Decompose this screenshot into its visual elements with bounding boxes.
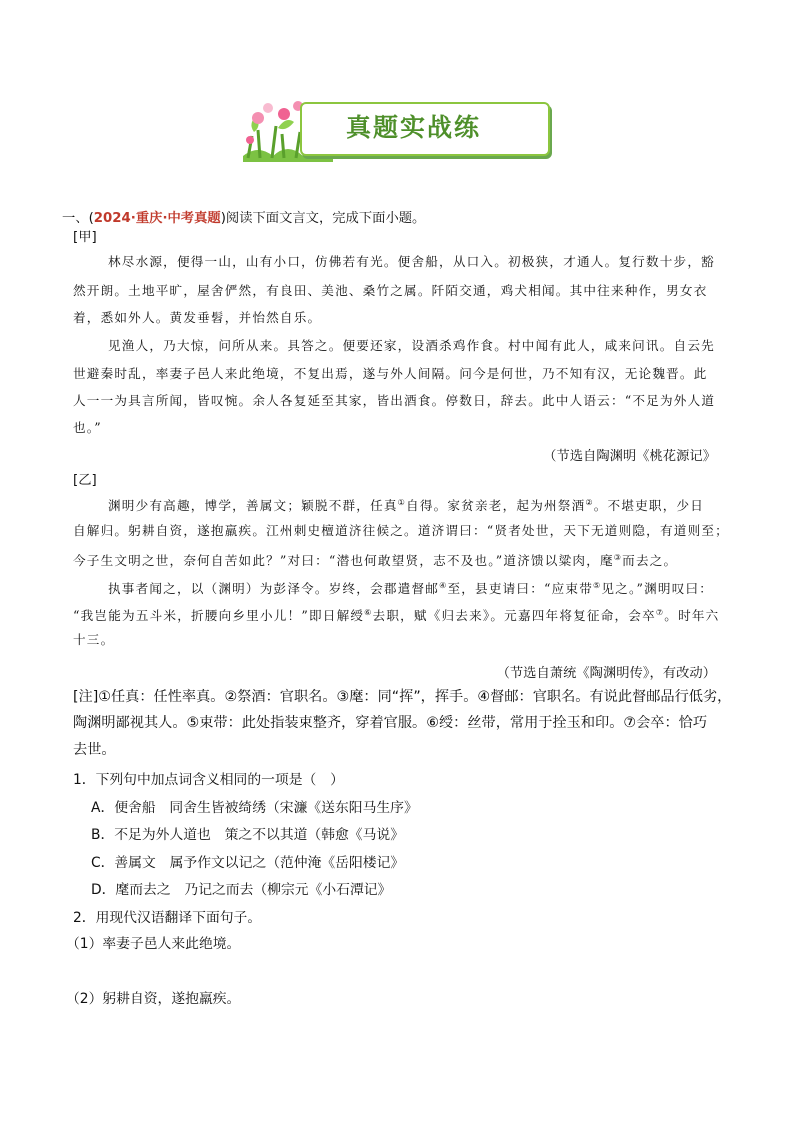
question-2-stem: 2．用现代汉语翻译下面句子。: [73, 910, 262, 926]
question-1-stem: 1．下列句中加点词含义相同的一项是（ ）: [73, 772, 344, 788]
passage-line: 然开朗。土地平旷，屋舍俨然，有良田、美池、桑竹之属。阡陌交通，鸡犬相闻。其中往来种作，男女衣: [73, 283, 708, 298]
option-c[interactable]: C．善属文 属予作文以记之（范仲淹《岳阳楼记》: [91, 855, 405, 871]
passage-line: 执事者闻之，以（渊明）为彭泽令。岁终，会郡遣督邮④至，县吏请曰：“应束带⑤见之。”渊明叹曰：: [108, 581, 714, 597]
passage-line: 林尽水源，便得一山，山有小口，仿佛若有光。便舍船，从口入。初极狭，才通人。复行数十步，豁: [108, 254, 715, 269]
passage-jia-label: [甲]: [73, 230, 97, 245]
passage-line: 着，悉如外人。黄发垂髫，并怡然自乐。: [73, 310, 322, 325]
passage-line: 也。”: [73, 420, 102, 435]
annotation-line: 陶渊明鄙视其人。⑤束带：此处指装束整齐，穿着官服。⑥绶：丝带，常用于拴玉和印。⑦会卒：恰巧: [73, 715, 708, 731]
banner-title: 真题实战练: [346, 113, 482, 142]
passage-line: 十三。: [73, 632, 115, 647]
passage-line: 人一一为具言所闻，皆叹惋。余人各复延至其家，皆出酒食。停数日，辞去。此中人语云：“不足为外人道: [73, 393, 716, 408]
passage-line: 自解归。躬耕自资，遂抱羸疾。江州刺史檀道济往候之。道济谓曰：“贤者处世，天下无道则隐，有道则至；: [73, 523, 729, 538]
passage-line: “我岂能为五斗米，折腰向乡里小儿！”即日解绶⑥去职，赋《归去来》。元嘉四年将复征命，会卒⑦。时年六: [73, 608, 720, 624]
option-b[interactable]: B．不足为外人道也 策之不以其道（韩愈《马说》: [91, 827, 404, 843]
passage-jia-source: （节选自陶渊明《桃花源记》: [543, 449, 716, 464]
question-2-sentence-2: （2）躬耕自资，遂抱羸疾。: [66, 991, 241, 1007]
option-a[interactable]: A．便舍船 同舍生皆被绮绣（宋濂《送东阳马生序》: [91, 800, 418, 816]
passage-line: 见渔人，乃大惊，问所从来。具答之。便要还家，设酒杀鸡作食。村中闻有此人，咸来问讯。自云先: [108, 338, 715, 353]
annotation-line: 去世。: [73, 742, 116, 758]
question-2-sentence-1: （1）率妻子邑人来此绝境。: [66, 936, 241, 952]
passage-yi-label: [乙]: [73, 473, 97, 488]
section-banner: [238, 96, 550, 162]
passage-line: 渊明少有高趣，博学，善属文；颖脱不群，任真①自得。家贫亲老，起为州祭酒②。不堪吏职，少日: [108, 498, 705, 514]
exam-source: 2024·重庆·中考真题: [93, 211, 221, 226]
passage-line: 今子生文明之世，奈何自苦如此？”对曰：“潜也何敢望贤，志不及也。”道济馈以粱肉，麾③而去之。: [73, 553, 678, 569]
annotation-line: [注]①任真：任性率真。②祭酒：官职名。③麾：同“挥”，挥手。④督邮：官职名。有说此督邮品行低劣，: [73, 689, 732, 705]
passage-line: 世避秦时乱，率妻子邑人来此绝境，不复出焉，遂与外人间隔。问今是何世，乃不知有汉，无论魏晋。此: [73, 366, 708, 381]
question-intro: 一、(2024·重庆·中考真题)阅读下面文言文，完成下面小题。: [62, 211, 426, 226]
option-d[interactable]: D．麾而去之 乃记之而去（柳宗元《小石潭记》: [91, 882, 392, 898]
passage-yi-source: （节选自萧统《陶渊明传》，有改动）: [496, 666, 716, 681]
